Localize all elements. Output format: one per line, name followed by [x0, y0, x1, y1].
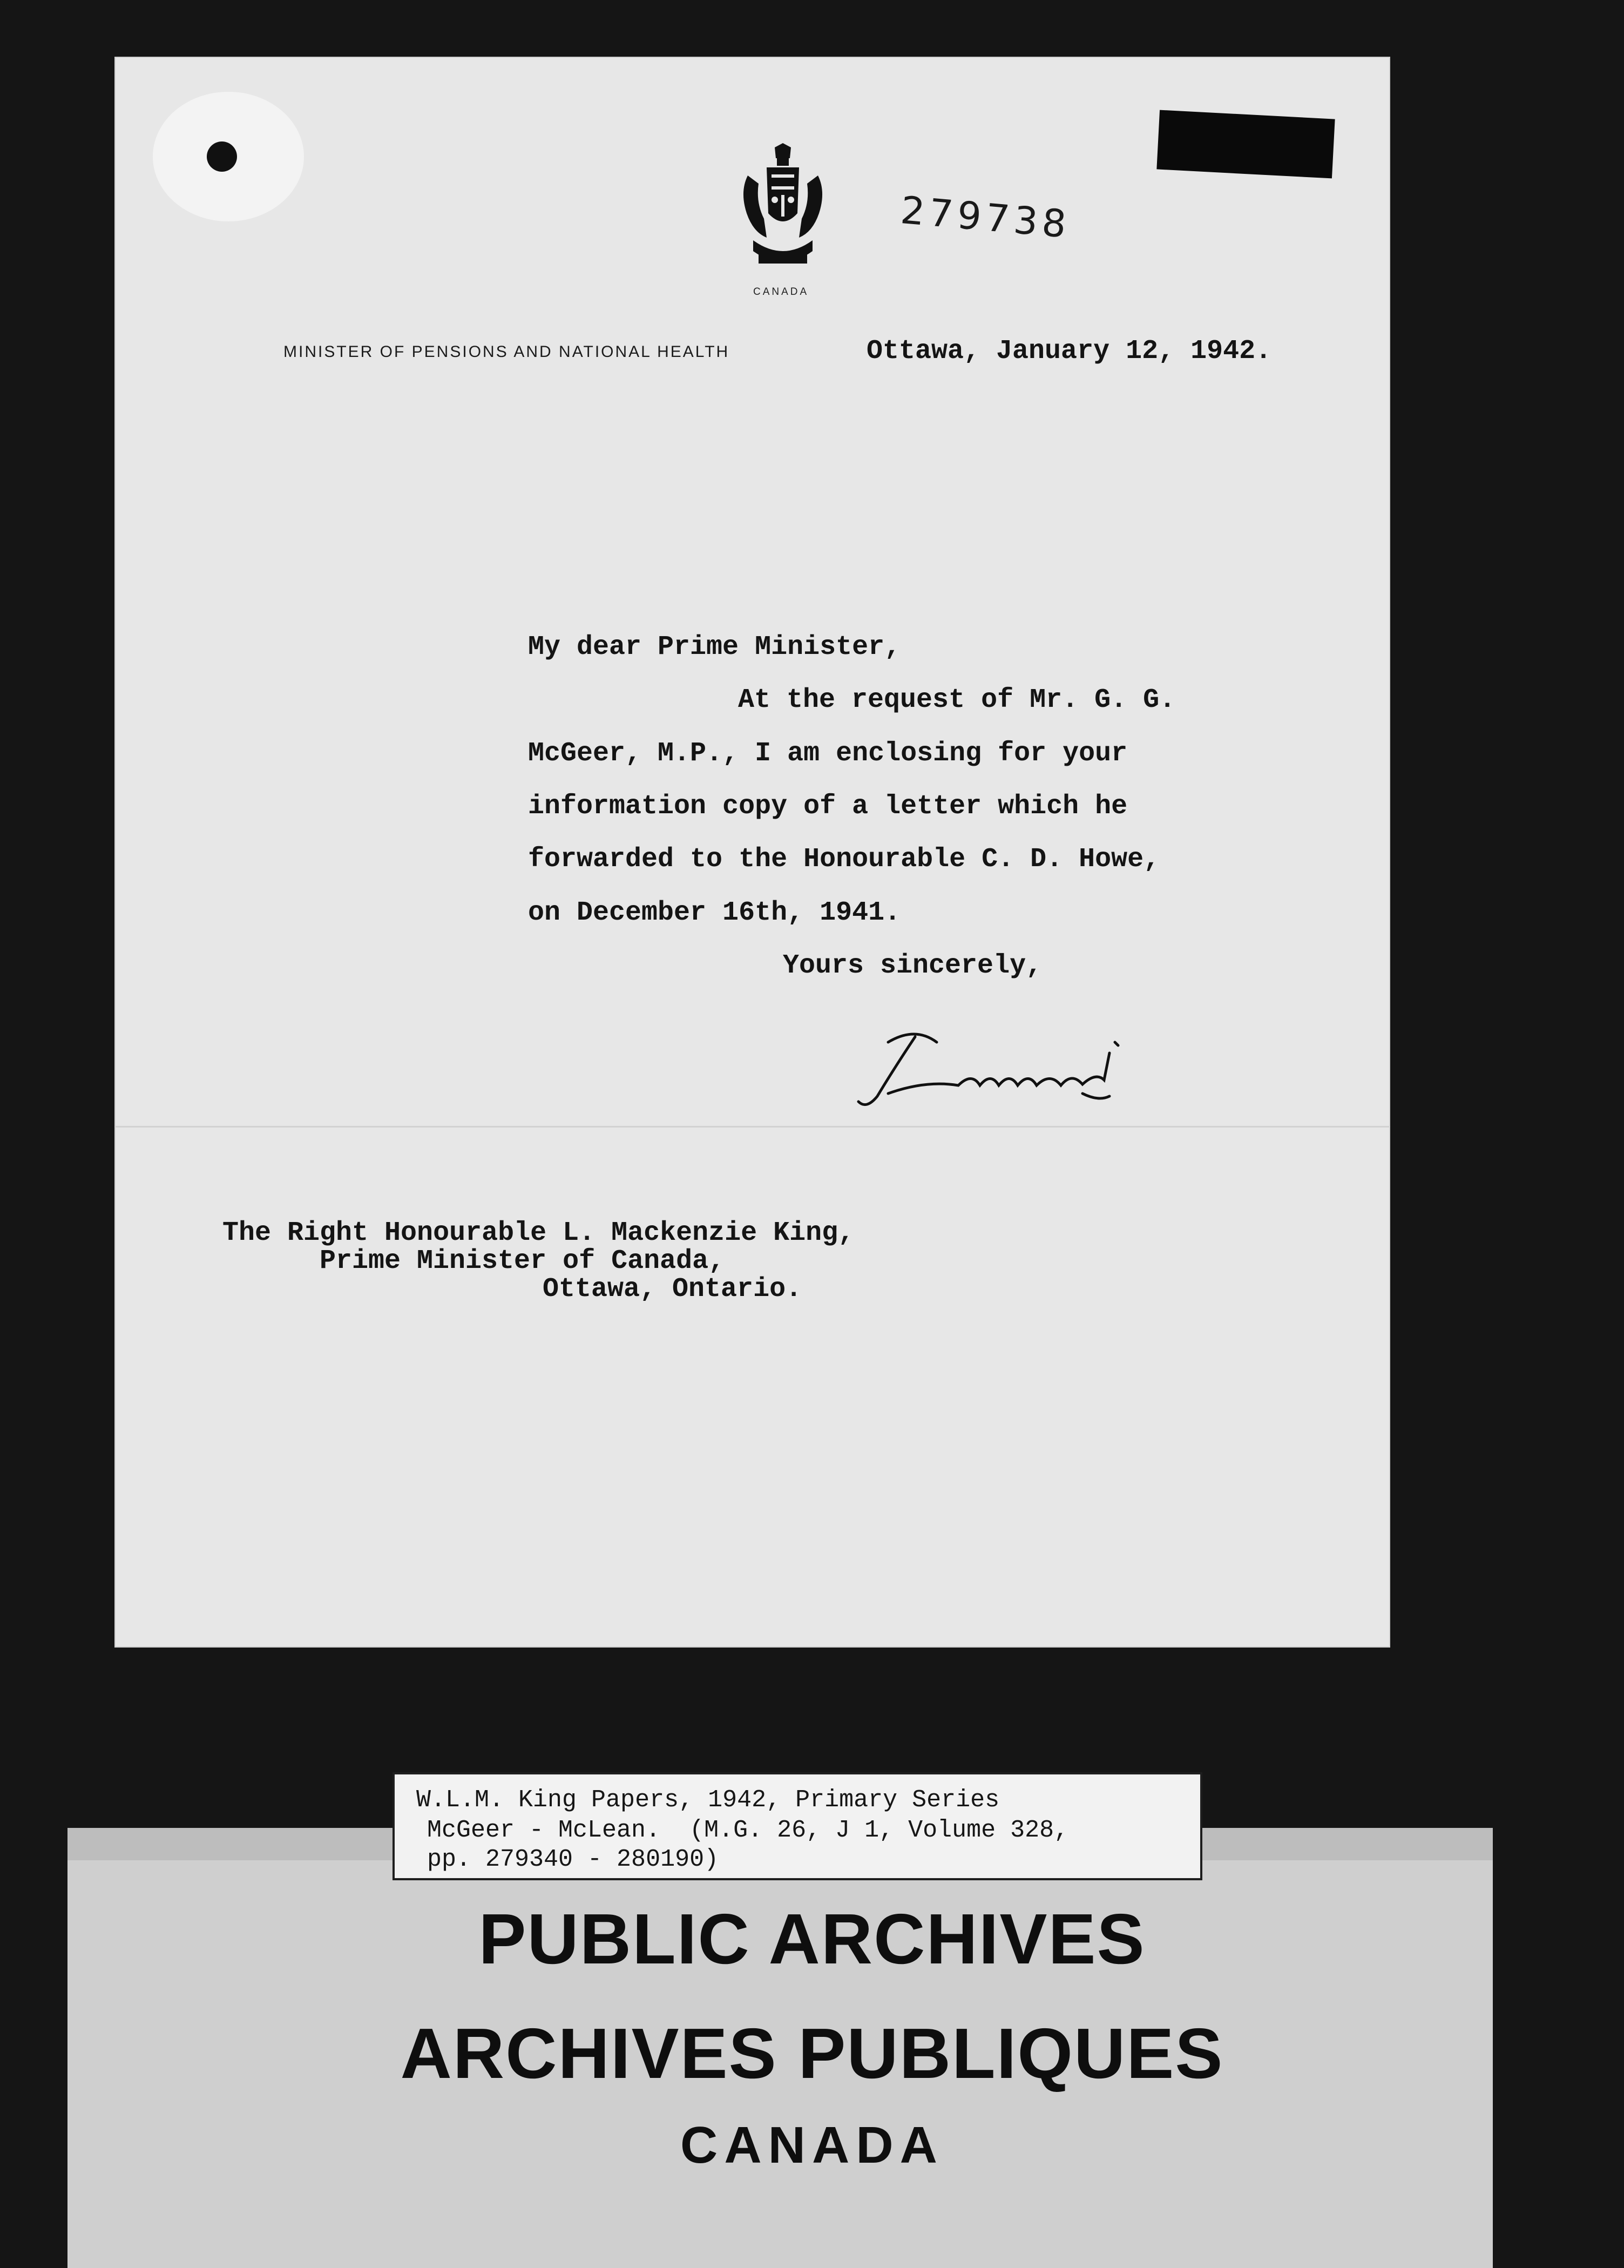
reference-line: McGeer - McLean. (M.G. 26, J 1, Volume 328, — [427, 1817, 1069, 1844]
handwritten-signature — [856, 1021, 1136, 1112]
redaction-bar — [1156, 110, 1335, 179]
body-line: forwarded to the Honourable C. D. Howe, — [528, 844, 1160, 875]
coat-of-arms-icon — [737, 143, 829, 278]
salutation: My dear Prime Minister, — [528, 632, 901, 663]
addressee-line: Ottawa, Ontario. — [543, 1274, 802, 1305]
closing: Yours sincerely, — [783, 950, 1043, 981]
fold-line — [114, 1126, 1390, 1128]
letterhead-department: MINISTER OF PENSIONS AND NATIONAL HEALTH — [283, 343, 730, 361]
body-line: McGeer, M.P., I am enclosing for your — [528, 738, 1128, 769]
reference-label — [393, 1772, 1202, 1880]
reference-line: pp. 279340 - 280190) — [427, 1846, 719, 1873]
punch-hole — [207, 141, 237, 172]
file-number-stamp: 279738 — [898, 188, 1073, 247]
body-line: on December 16th, 1941. — [528, 897, 901, 928]
body-line: At the request of Mr. G. G. — [738, 685, 1176, 716]
reference-line: W.L.M. King Papers, 1942, Primary Series — [416, 1786, 1000, 1814]
addressee-line: The Right Honourable L. Mackenzie King, — [222, 1218, 855, 1248]
body-line: information copy of a letter which he — [528, 791, 1128, 822]
archives-country: CANADA — [680, 2116, 944, 2174]
addressee-line: Prime Minister of Canada, — [320, 1246, 725, 1277]
crest-label: CANADA — [753, 286, 809, 298]
archives-title-fr: ARCHIVES PUBLIQUES — [400, 2014, 1224, 2093]
dateline: Ottawa, January 12, 1942. — [867, 336, 1272, 367]
archives-title-en: PUBLIC ARCHIVES — [478, 1899, 1146, 1979]
